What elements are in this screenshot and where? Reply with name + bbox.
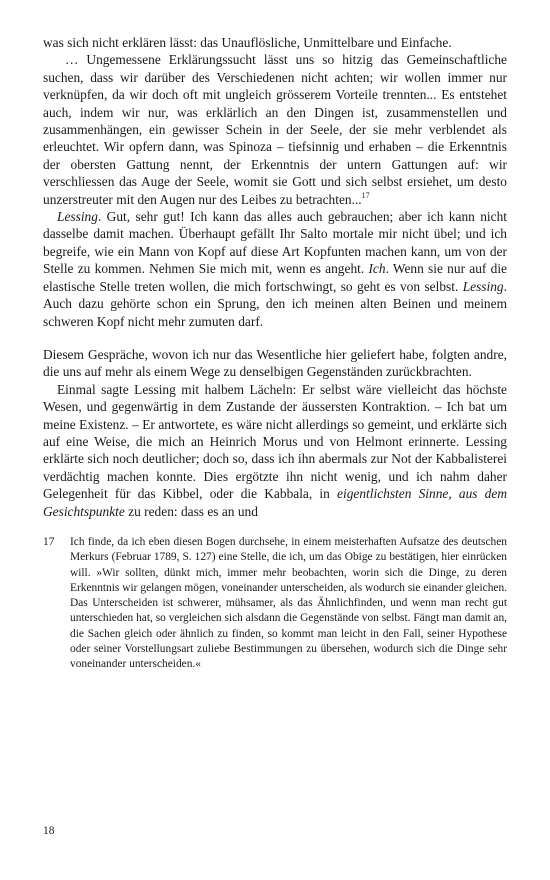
footnote-text: Ich finde, da ich eben diesen Bogen durchsehe, in einem meisterhaften Aufsatze des deutschen Merkurs (Februar 1789, S. 127) eine Stelle, die ich, um das Obige zu bestätigen, hier einrücken will. »Wir sollten, dünkt mich, immer mehr beobachten, worin sich die Dinge, zu deren Erkenntnis wir gelangen mögen, voneinander unterscheiden, als wodurch sie einander gleichen. Das Unterscheiden ist schwerer, mühsamer, als das Ähnlichfinden, und wenn man recht gut unterschieden hat, so vergleichen sich alsdann die Gegenstände von selbst. Fängt man damit an, die Sachen gleich oder ähnlich zu finden, so kommt man leicht in den Fall, seiner Hypothese oder seiner Vorstellungsart zuliebe Bestimmungen zu übersehen, wodurch sich die Dinge sehr voneinander unterscheiden.« (70, 535, 507, 671)
paragraph-1 (43, 34, 507, 51)
paragraph-5 (43, 381, 507, 520)
text-run: Diesem Gespräche, wovon ich nur das Wesentliche hier geliefert habe, folgten andre, die uns auf mehr als einem Wege zu denselbigen Gegenständen zurückbrachten. (43, 346, 507, 380)
paragraph-4 (43, 346, 507, 381)
text-run: . Auch dazu gehörte schon ein Sprung, den ich meinen alten Beinen und meinem schweren Kopf nicht mehr zumuten darf. (43, 278, 507, 329)
text-run: . Gut, sehr gut! Ich kann das alles auch gebrauchen; aber ich kann nicht dasselbe damit machen. Überhaupt gefällt Ihr Salto mortale mir nicht übel; und ich begreife, wie ein Mann von Kopf auf diese Art Kopfunten machen kann, um von der Stelle zu kommen. Nehmen Sie mich mit, wenn es angeht. (43, 209, 507, 277)
text-run: . Wenn sie nur auf die elastische Stelle treten wollen, die mich fortschwingt, so geht es von selbst. (43, 261, 507, 294)
page-body (43, 34, 507, 673)
footnote-number: 17 (43, 535, 55, 548)
section-gap (43, 330, 507, 346)
text-run: zu reden: dass es an und (124, 503, 258, 519)
footnote-gap (43, 520, 507, 535)
text-run: Einmal sagte Lessing mit halbem Lächeln: Er selbst wäre vielleicht das höchste Wesen, und gegenwärtig in dem Zustande der äussersten Kontraktion. – Ich bat um meine Existenz. – Er antwortete, es wäre nicht allerdings so gemeint, und erklärte sich auf eine Weise, die mich an Heinrich Morus und von Helmont erinnerte. Lessing erklärte sich noch deutlicher; doch so, dass ich ihn abermals zur Not der Kabbalisterei verdächtig machen konnte. Dies ergötzte ihn nicht wenig, und ich nahm daher Gelegenheit für das Kibbel, oder die Kabbala, in (43, 381, 507, 502)
paragraph-2 (43, 51, 507, 208)
footnote (43, 535, 507, 673)
text-run: … Ungemessene Erklärungssucht lässt uns so hitzig das Gemeinschaftliche suchen, dass wir darüber des Verschiedenen nicht achten; wir wollen immer nur verknüpfen, da wir doch oft mit ungleich grösserem Vorteile trennten... Es entstehet auch, indem wir nur, was erklärlich an den Dingen ist, zusammenstellen und zusammenhängen, ein gewisser Schein in der Seele, der sie mehr verblendet als erleuchtet. Wir opfern dann, was Spinoza – tiefsinnig und erhaben – die Erkenntnis der obersten Gattung nennt, der Erkenntnis der untern Gattungen auf: wir verschliessen das Auge der Seele, womit sie Gott und sich selbst ersiehet, um desto unzerstreuter mit den Augen nur des Leibes zu betrachten... (43, 52, 507, 207)
emphasis-text: Lessing (462, 278, 504, 294)
text-run: was sich nicht erklären lässt: das Unauflösliche, Unmittelbare und Einfache. (43, 35, 452, 50)
paragraph-3 (43, 208, 507, 330)
emphasis-text: Ich (368, 261, 386, 277)
emphasis-text: Lessing (57, 209, 98, 225)
footnote-ref: 17 (361, 190, 370, 200)
emphasis-text: eigentlichsten Sinne, aus dem Gesichtspunkte (43, 486, 507, 519)
page-number: 18 (43, 825, 55, 837)
